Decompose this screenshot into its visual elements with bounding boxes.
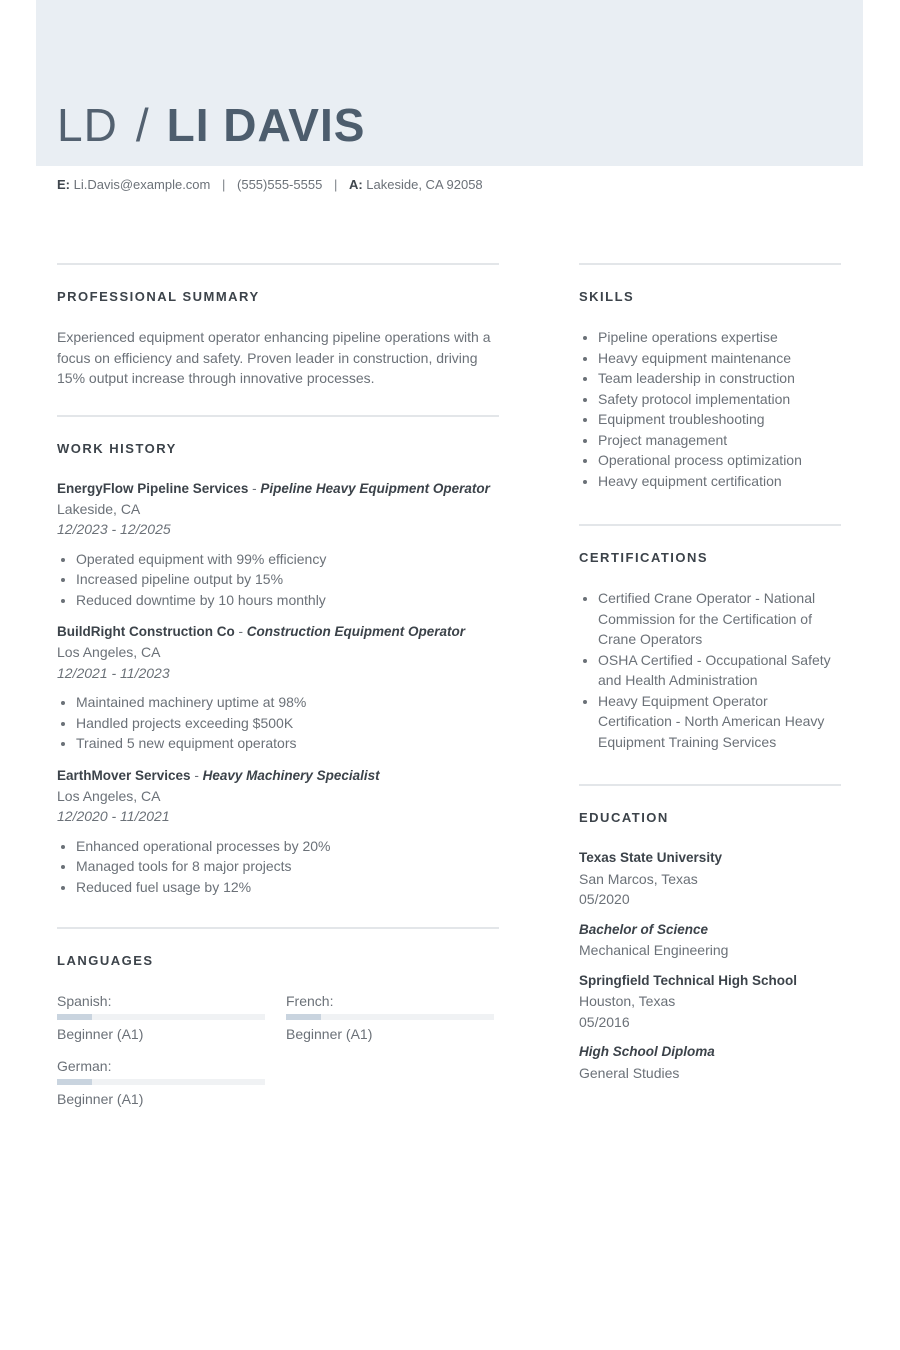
summary-section: [57, 263, 499, 415]
job-role: Heavy Machinery Specialist: [202, 767, 380, 783]
education-field: Mechanical Engineering: [579, 942, 729, 958]
address-label: A:: [348, 177, 363, 192]
education-degree: Bachelor of Science: [579, 921, 709, 937]
job-location: Los Angeles, CA: [57, 787, 161, 804]
skill-item: Equipment troubleshooting: [579, 409, 841, 430]
education-date: 05/2016: [579, 1013, 630, 1030]
languages-title: LANGUAGES: [57, 953, 154, 968]
summary-text: Experienced equipment operator enhancing pipeline operations with a focus on efficiency and safety. Proven leader in construction, driving 15% output increase through innovative processes.: [57, 329, 491, 386]
job-bullet: Handled projects exceeding $500K: [57, 713, 499, 734]
summary-title: PROFESSIONAL SUMMARY: [57, 289, 260, 304]
job-bullet: Enhanced operational processes by 20%: [57, 836, 499, 857]
job-bullet: Reduced fuel usage by 12%: [57, 877, 499, 898]
education-title: EDUCATION: [579, 810, 669, 825]
language-bar-fill: [286, 1014, 321, 1020]
job-dates: 12/2021 - 11/2023: [57, 664, 170, 681]
education-section: [579, 784, 841, 1083]
skill-item: Heavy equipment maintenance: [579, 348, 841, 369]
certifications-title: CERTIFICATIONS: [579, 550, 709, 565]
job-entry: [57, 479, 499, 611]
certifications-section: [579, 524, 841, 784]
job-dates: 12/2020 - 11/2021: [57, 808, 170, 824]
language-name: French:: [286, 993, 334, 1009]
job-entry: [57, 622, 499, 754]
job-location: Los Angeles, CA: [57, 644, 161, 660]
phone-value[interactable]: (555)555-5555: [237, 177, 323, 192]
job-company: EnergyFlow Pipeline Services: [57, 480, 249, 496]
skill-item: Project management: [579, 430, 841, 451]
education-degree: High School Diploma: [579, 1044, 715, 1059]
language-bar: [286, 1014, 494, 1020]
job-company: BuildRight Construction Co: [57, 624, 235, 639]
skill-item: Team leadership in construction: [579, 368, 841, 389]
education-school: Springfield Technical High School: [579, 972, 798, 988]
language-level: Beginner (A1): [286, 1026, 373, 1042]
contact-line: [57, 176, 483, 194]
certification-item: Certified Crane Operator - National Commission for the Certification of Crane Operators: [579, 588, 841, 650]
job-company: EarthMover Services: [57, 767, 191, 783]
job-bullet: Operated equipment with 99% efficiency: [57, 549, 499, 570]
job-bullet: Reduced downtime by 10 hours monthly: [57, 590, 499, 611]
language-name: German:: [57, 1058, 112, 1074]
education-degree-block: [579, 1042, 841, 1083]
job-bullet: Trained 5 new equipment operators: [57, 733, 499, 754]
education-school-block: [579, 971, 841, 1033]
education-field: General Studies: [579, 1064, 680, 1081]
job-bullet: Increased pipeline output by 15%: [57, 569, 499, 590]
job-entry: [57, 766, 499, 898]
languages-section: [57, 927, 499, 1109]
certification-item: Heavy Equipment Operator Certification - North American Heavy Equipment Training Services: [579, 691, 841, 753]
job-bullet: Maintained machinery uptime at 98%: [57, 692, 499, 713]
job-title-line: [57, 766, 499, 786]
work-history-section: [57, 415, 499, 928]
name-initials: LD: [57, 99, 118, 151]
job-role: Pipeline Heavy Equipment Operator: [260, 480, 490, 496]
job-title-line: [57, 622, 499, 642]
job-dash: -: [248, 480, 261, 496]
language-bar-fill: [57, 1014, 92, 1020]
education-location: Houston, Texas: [579, 993, 676, 1009]
language-bar: [57, 1014, 265, 1020]
skills-section: [579, 263, 841, 524]
left-column: [57, 263, 499, 1109]
education-school-block: [579, 848, 841, 910]
contact-separator: |: [333, 177, 338, 192]
job-role: Construction Equipment Operator: [246, 624, 465, 639]
certifications-list: [579, 588, 841, 752]
language-level: Beginner (A1): [57, 1091, 144, 1107]
skill-item: Safety protocol implementation: [579, 389, 841, 410]
education-location: San Marcos, Texas: [579, 870, 698, 887]
language-name: Spanish:: [57, 993, 112, 1009]
language-bar-fill: [57, 1079, 92, 1085]
skill-item: Pipeline operations expertise: [579, 327, 841, 348]
name-slash: /: [135, 99, 149, 151]
job-dash: -: [234, 624, 247, 639]
contact-separator: |: [222, 177, 226, 192]
job-dash: -: [190, 767, 203, 783]
full-name: LI DAVIS: [166, 99, 366, 151]
job-bullets: [57, 692, 499, 754]
job-title-line: [57, 479, 499, 499]
job-dates: 12/2023 - 12/2025: [57, 521, 171, 537]
job-location: Lakeside, CA: [57, 500, 141, 517]
language-level: Beginner (A1): [57, 1026, 144, 1042]
work-history-title: WORK HISTORY: [57, 440, 177, 456]
languages-grid: [57, 991, 499, 1109]
education-degree-block: [579, 920, 841, 961]
education-school: Texas State University: [579, 850, 723, 865]
certification-item: OSHA Certified - Occupational Safety and Health Administration: [579, 650, 841, 691]
job-bullet: Managed tools for 8 major projects: [57, 856, 499, 877]
email-value[interactable]: Li.Davis@example.com: [73, 177, 211, 192]
job-bullets: [57, 549, 499, 611]
right-column: [579, 263, 841, 1093]
skill-item: Heavy equipment certification: [579, 471, 841, 492]
language-bar: [57, 1079, 265, 1085]
skills-title: SKILLS: [579, 289, 635, 304]
name-heading: [57, 96, 365, 154]
language-item: [57, 1056, 265, 1109]
job-bullets: [57, 836, 499, 898]
email-label: E:: [57, 177, 70, 192]
education-date: 05/2020: [579, 891, 630, 907]
language-item: [286, 991, 494, 1044]
language-item: [57, 991, 265, 1044]
skills-list: [579, 327, 841, 491]
address-value: Lakeside, CA 92058: [366, 177, 483, 192]
skill-item: Operational process optimization: [579, 450, 841, 471]
